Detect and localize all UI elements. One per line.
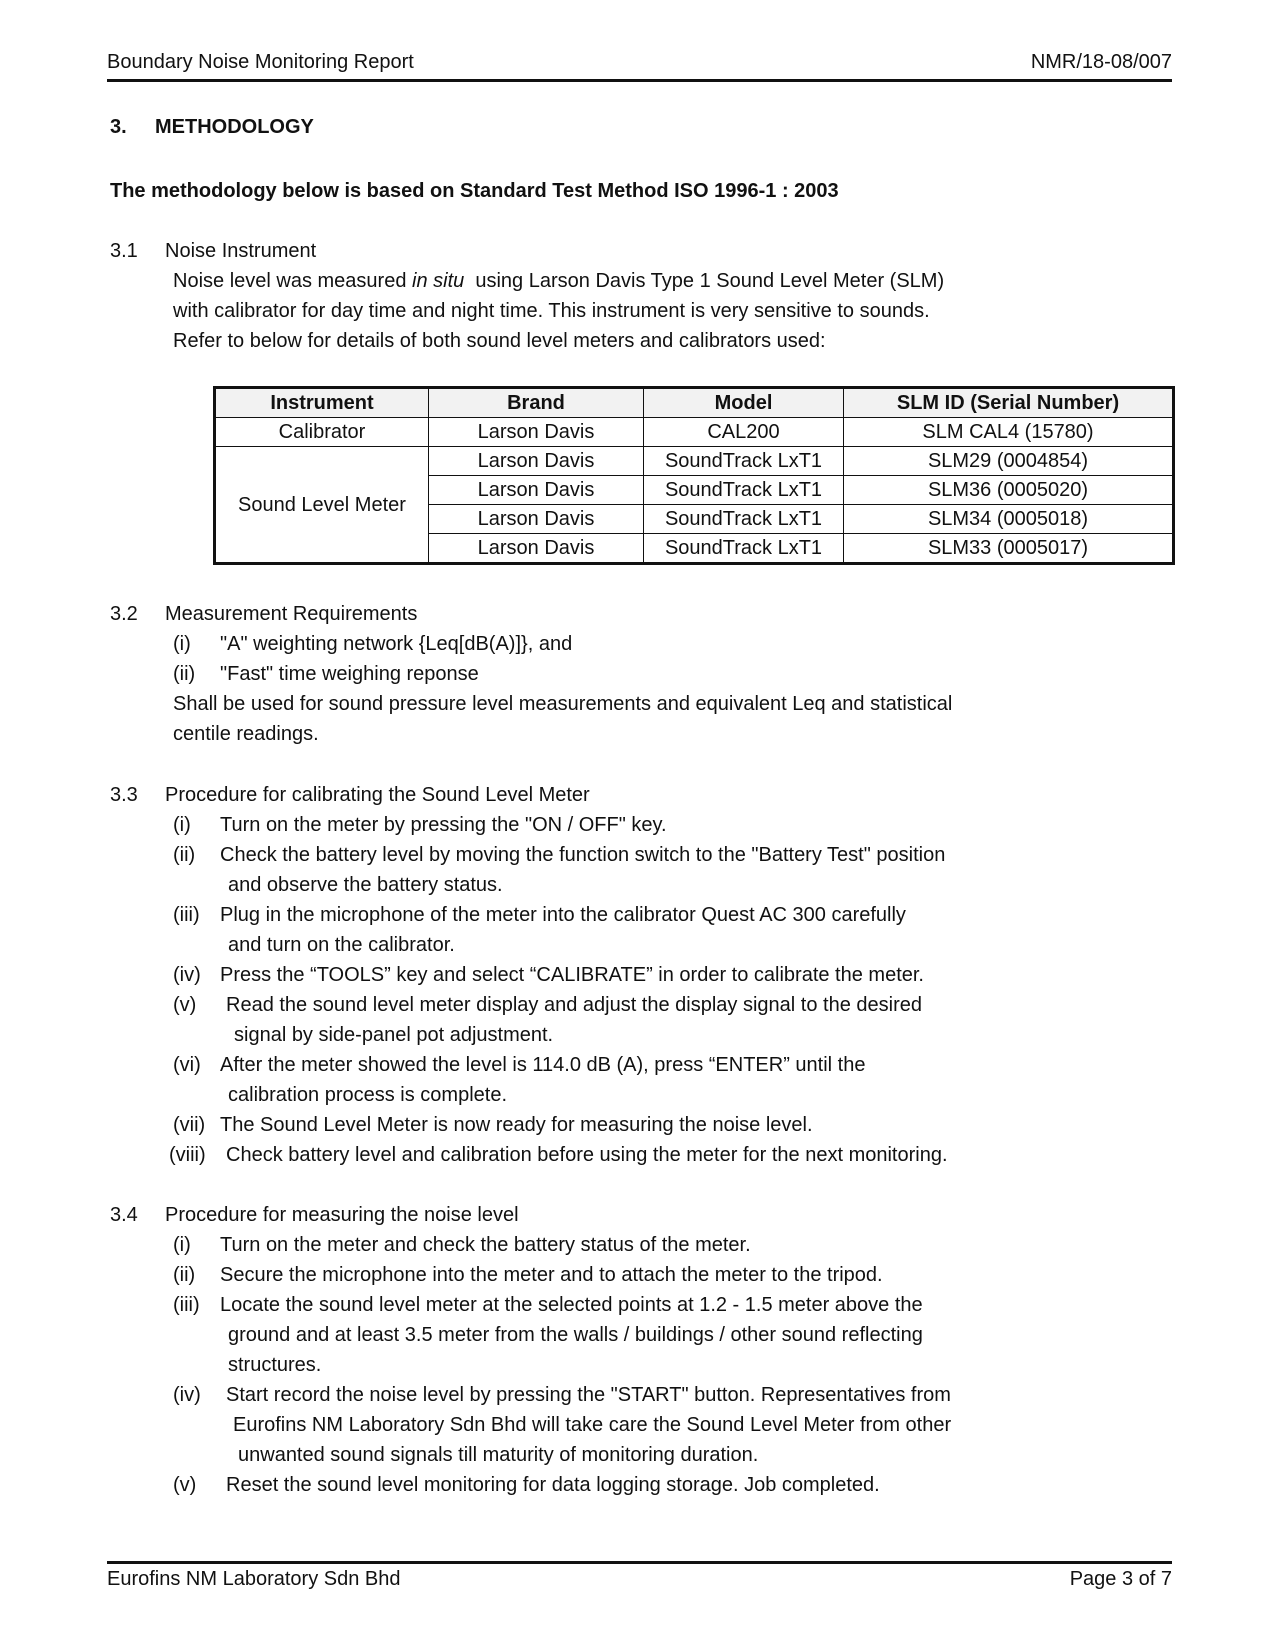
cell-brand: Larson Davis [429,447,644,476]
s31-title: Noise Instrument [165,240,317,262]
s33-item-viii-num: (viii) [169,1144,206,1166]
s34-item-i-num: (i) [173,1234,191,1256]
cell-slm-id: SLM36 (0005020) [844,476,1174,505]
cell-instrument: Calibrator [215,418,429,447]
section-title: METHODOLOGY [155,116,314,138]
table-row [215,418,1174,447]
s32-item-i-num: (i) [173,633,191,655]
s33-number: 3.3 [110,784,138,806]
s32-line1: Shall be used for sound pressure level measurements and equivalent Leq and statistical [173,693,953,715]
cell-slm-id: SLM29 (0004854) [844,447,1174,476]
s34-item-ii-num: (ii) [173,1264,196,1286]
s31-line1 [173,269,944,293]
s33-title: Procedure for calibrating the Sound Level Meter [165,784,590,806]
s31-line1-text: Noise level was measured [173,270,412,292]
table-row [215,447,1174,476]
s33-item-v-cont: signal by side-panel pot adjustment. [234,1024,554,1046]
table-header-instrument: Instrument [215,388,429,418]
s34-item-iii-cont1: ground and at least 3.5 meter from the walls / buildings / other sound reflecting [228,1324,923,1346]
s34-item-iii-num: (iii) [173,1294,200,1316]
footer-company: Eurofins NM Laboratory Sdn Bhd [107,1568,401,1590]
s34-item-iii-text: Locate the sound level meter at the selected points at 1.2 - 1.5 meter above the [220,1294,923,1316]
s32-item-ii-text: "Fast" time weighing reponse [220,663,479,685]
s34-item-ii-text: Secure the microphone into the meter and to attach the meter to the tripod. [220,1264,883,1286]
cell-slm-id: SLM33 (0005017) [844,534,1174,564]
s31-number: 3.1 [110,240,138,262]
cell-model: SoundTrack LxT1 [644,476,844,505]
s34-item-iv-cont1: Eurofins NM Laboratory Sdn Bhd will take care the Sound Level Meter from other [233,1414,952,1436]
s33-item-vi-cont: calibration process is complete. [228,1084,508,1106]
s31-line2: with calibrator for day time and night time. This instrument is very sensitive to sounds. [173,300,930,322]
s32-title: Measurement Requirements [165,603,418,625]
s34-item-iii-cont2: structures. [228,1354,322,1376]
s33-item-ii-cont: and observe the battery status. [228,874,503,896]
s32-item-ii-num: (ii) [173,663,196,685]
s34-item-iv-num: (iv) [173,1384,201,1406]
s32-item-i-text: "A" weighting network {Leq[dB(A)]}, and [220,633,573,655]
s33-item-vi-text: After the meter showed the level is 114.0 dB (A), press “ENTER” until the [220,1054,866,1076]
cell-brand: Larson Davis [429,476,644,505]
table-header-slm-id: SLM ID (Serial Number) [844,388,1174,418]
footer-rule [107,1561,1172,1564]
header-ref: NMR/18-08/007 [1030,51,1172,73]
cell-slm-id: SLM34 (0005018) [844,505,1174,534]
s31-line3: Refer to below for details of both sound level meters and calibrators used: [173,330,826,352]
cell-model: SoundTrack LxT1 [644,447,844,476]
s32-number: 3.2 [110,603,138,625]
header-title: Boundary Noise Monitoring Report [107,51,414,73]
s34-item-v-num: (v) [173,1474,197,1496]
standard-note: The methodology below is based on Standard Test Method ISO 1996-1 : 2003 [110,180,839,202]
s33-item-iv-num: (iv) [173,964,201,986]
s33-item-iii-num: (iii) [173,904,200,926]
s33-item-iv-text: Press the “TOOLS” key and select “CALIBRATE” in order to calibrate the meter. [220,964,924,986]
s33-item-ii-text: Check the battery level by moving the function switch to the "Battery Test" position [220,844,946,866]
cell-brand: Larson Davis [429,505,644,534]
table-header-model: Model [644,388,844,418]
s33-item-iii-cont: and turn on the calibrator. [228,934,455,956]
s33-item-vi-num: (vi) [173,1054,201,1076]
s31-line1-italic: in situ [412,270,465,292]
cell-model: CAL200 [644,418,844,447]
s33-item-v-text: Read the sound level meter display and adjust the display signal to the desired [226,994,922,1016]
header-rule [107,79,1172,82]
s33-item-v-num: (v) [173,994,197,1016]
table-header-brand: Brand [429,388,644,418]
s33-item-iii-text: Plug in the microphone of the meter into the calibrator Quest AC 300 carefully [220,904,906,926]
cell-model: SoundTrack LxT1 [644,505,844,534]
cell-brand: Larson Davis [429,418,644,447]
table-header-row [215,388,1174,418]
s34-item-i-text: Turn on the meter and check the battery status of the meter. [220,1234,751,1256]
s33-item-i-num: (i) [173,814,191,836]
cell-brand: Larson Davis [429,534,644,564]
s33-item-viii-text: Check battery level and calibration before using the meter for the next monitoring. [226,1144,948,1166]
instrument-table [213,386,1175,565]
s31-line1-text-b: using Larson Davis Type 1 Sound Level Meter (SLM) [464,270,945,292]
s33-item-vii-text: The Sound Level Meter is now ready for measuring the noise level. [220,1114,813,1136]
s33-item-vii-num: (vii) [173,1114,206,1136]
s34-number: 3.4 [110,1204,138,1226]
s33-item-ii-num: (ii) [173,844,196,866]
s32-line2: centile readings. [173,723,319,745]
s34-item-iv-cont2: unwanted sound signals till maturity of monitoring duration. [238,1444,759,1466]
s34-item-iv-text: Start record the noise level by pressing the "START" button. Representatives from [226,1384,951,1406]
section-number: 3. [110,116,127,138]
s33-item-i-text: Turn on the meter by pressing the "ON / OFF" key. [220,814,667,836]
cell-model: SoundTrack LxT1 [644,534,844,564]
s34-title: Procedure for measuring the noise level [165,1204,519,1226]
cell-instrument: Sound Level Meter [215,447,429,564]
footer-page-number: Page 3 of 7 [1069,1568,1172,1590]
s34-item-v-text: Reset the sound level monitoring for data logging storage. Job completed. [226,1474,880,1496]
cell-slm-id: SLM CAL4 (15780) [844,418,1174,447]
